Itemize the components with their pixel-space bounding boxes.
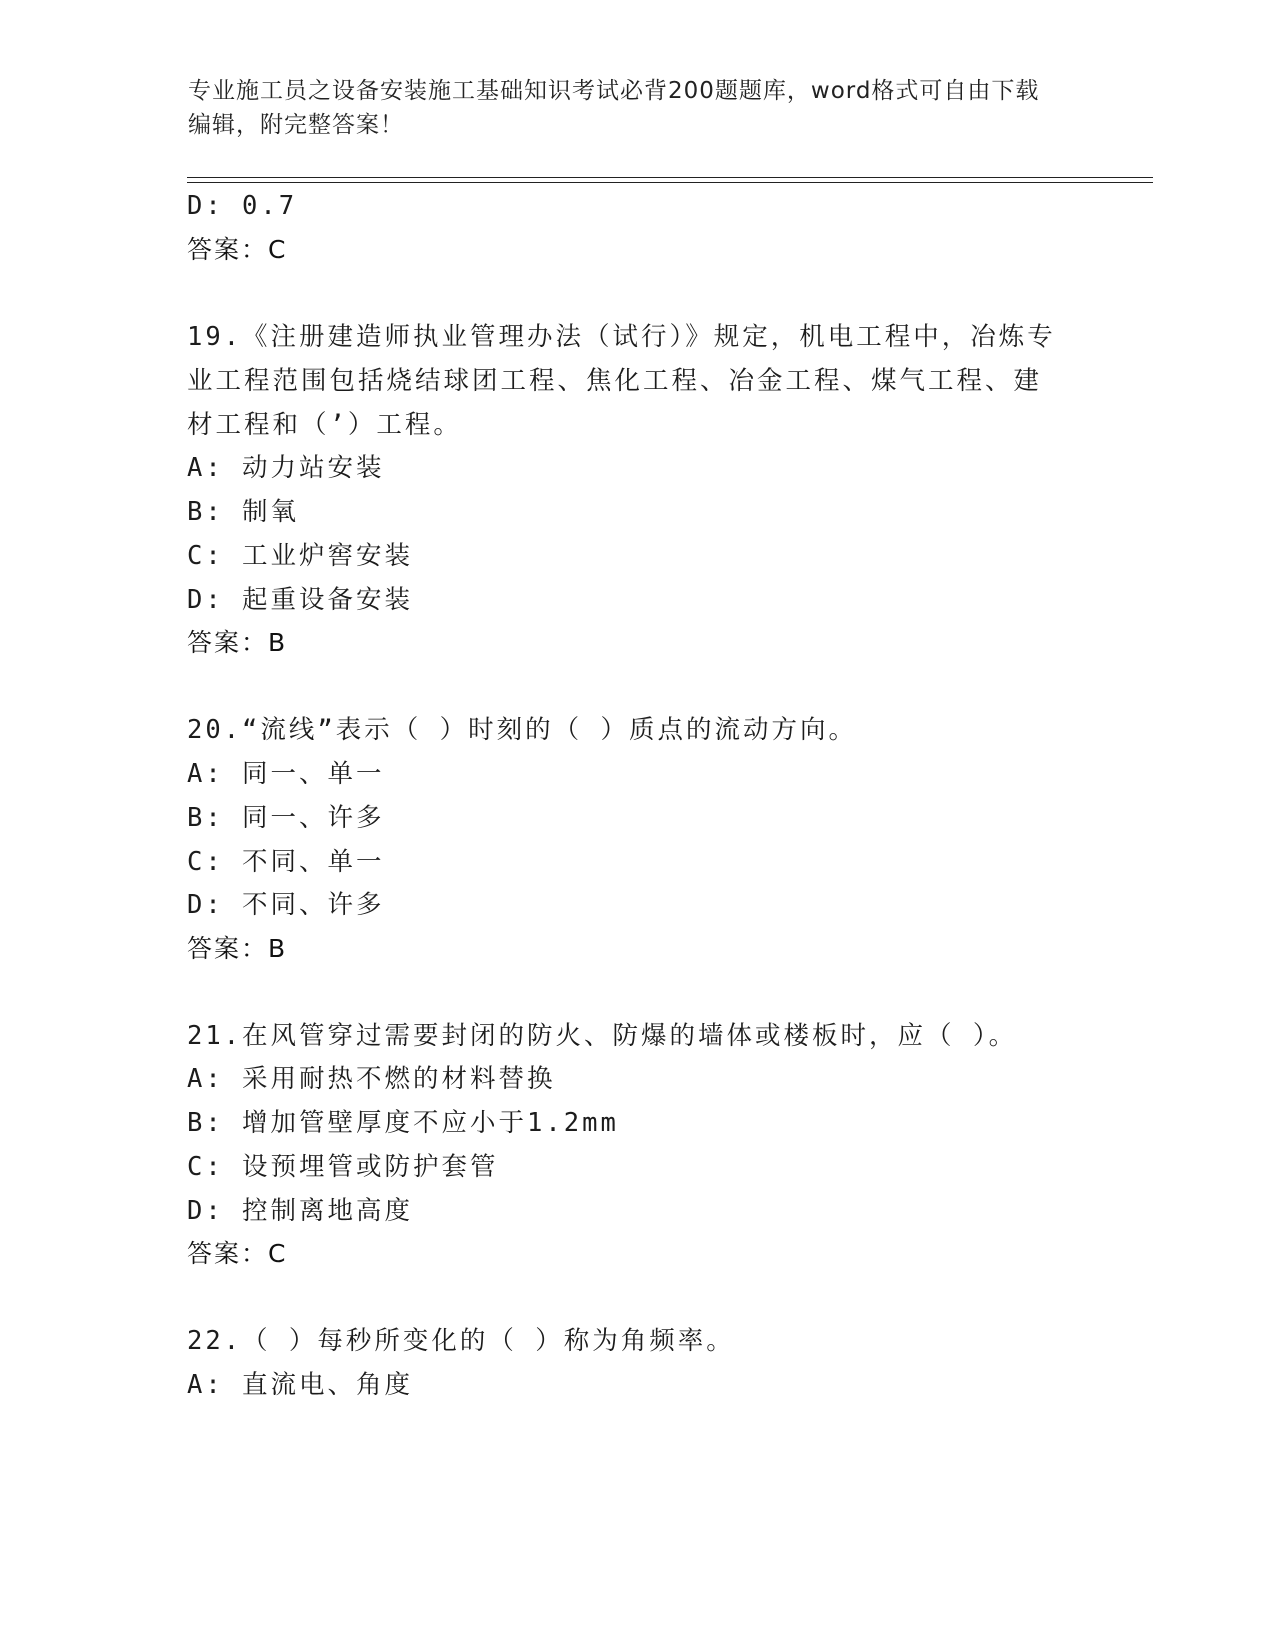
answer-text: 答案：C xyxy=(187,235,288,264)
option-c: C: 不同、单一 xyxy=(187,847,385,877)
question-20-text: 20.“流线”表示（ ）时刻的（ ）质点的流动方向。 xyxy=(187,715,857,745)
question-19-text: 材工程和（’）工程。 xyxy=(187,410,462,440)
option-a: A: 同一、单一 xyxy=(187,759,385,789)
answer-text: 答案：B xyxy=(187,628,288,657)
option-d: D: 0.7 xyxy=(187,191,298,221)
option-a: A: 动力站安装 xyxy=(187,453,385,483)
option-c: C: 设预埋管或防护套管 xyxy=(187,1152,499,1182)
option-b: B: 增加管壁厚度不应小于1.2mm xyxy=(187,1108,619,1138)
header-line: 专业施工员之设备安装施工基础知识考试必背200题题库，word格式可自由下载 xyxy=(188,78,1040,104)
question-19-text: 业工程范围包括烧结球团工程、焦化工程、冶金工程、煤气工程、建 xyxy=(187,366,1043,396)
option-d: D: 起重设备安装 xyxy=(187,585,414,615)
answer-text: 答案：C xyxy=(187,1239,288,1268)
question-21-text: 21.在风管穿过需要封闭的防火、防爆的墙体或楼板时，应（ ）。 xyxy=(187,1021,1018,1051)
option-a: A: 直流电、角度 xyxy=(187,1370,414,1400)
option-a: A: 采用耐热不燃的材料替换 xyxy=(187,1064,556,1094)
header-line: 编辑，附完整答案！ xyxy=(188,112,404,138)
option-d: D: 不同、许多 xyxy=(187,890,385,920)
header-divider xyxy=(187,182,1153,183)
question-19-text: 19.《注册建造师执业管理办法（试行）》规定，机电工程中，冶炼专 xyxy=(187,322,1056,352)
option-c: C: 工业炉窖安装 xyxy=(187,541,414,571)
option-b: B: 同一、许多 xyxy=(187,803,385,833)
option-b: B: 制氧 xyxy=(187,497,300,527)
header-divider xyxy=(187,177,1153,178)
question-22-text: 22.（ ）每秒所变化的（ ）称为角频率。 xyxy=(187,1326,735,1356)
option-d: D: 控制离地高度 xyxy=(187,1196,414,1226)
answer-text: 答案：B xyxy=(187,934,288,963)
page-header xyxy=(188,74,1068,142)
